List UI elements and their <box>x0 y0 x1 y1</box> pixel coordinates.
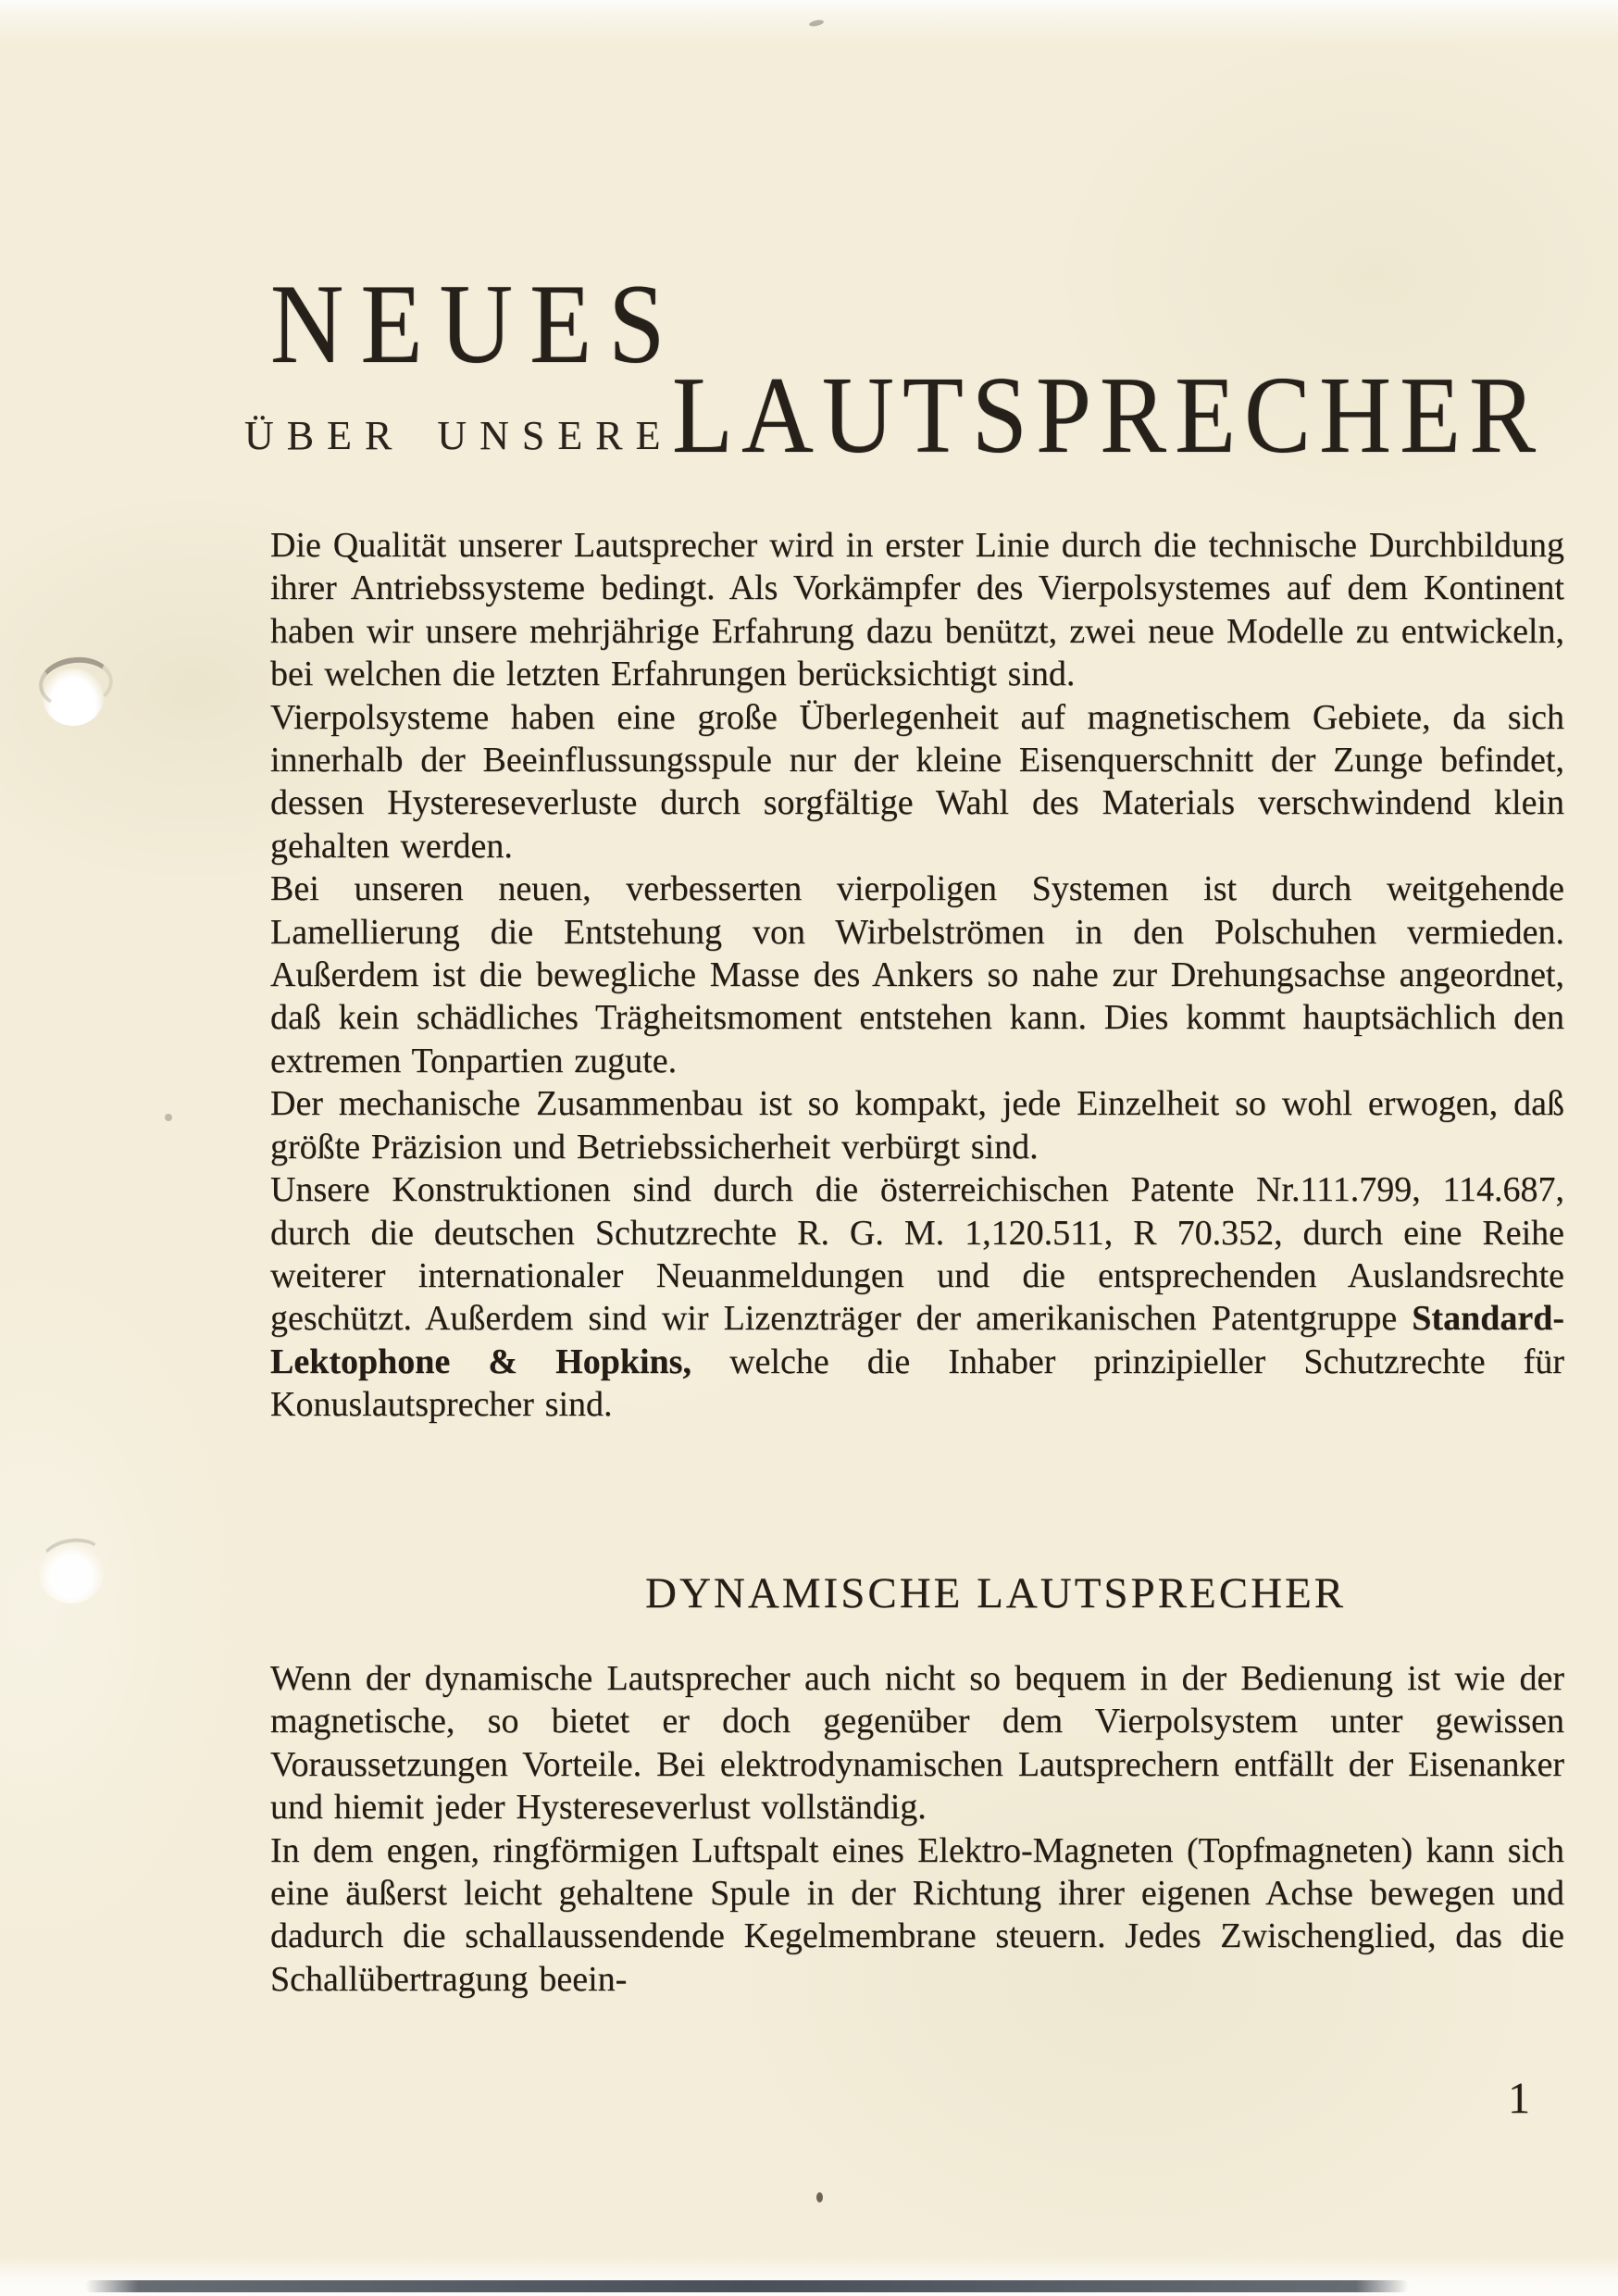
paragraph <box>270 1082 1564 1168</box>
paragraph <box>270 524 1564 696</box>
paragraph-text: Die Qualität unserer Lautsprecher wird in erster Linie durch die technische Durchbildung ihrer Antriebssysteme bedingt. Als Vorkämpfer des Vierpolsystemes auf dem Kontinent haben wir unsere mehrjährige Erfahrung dazu benützt, zwei neue Modelle zu entwickeln, bei welchen die letzten Erfahrungen berücksichtigt sind. <box>270 526 1564 694</box>
paragraph-bold-text: Standard-Lektophone & Hopkins, <box>270 1299 1564 1381</box>
paragraph-text: In dem engen, ringförmigen Luftspalt eines Elektro-Magneten (Topfmagneten) kann sich eine äußerst leicht gehaltene Spule in der Richtung ihrer eigenen Achse bewegen und dadurch die schallaussendende Kegelmembrane steuern. Jedes Zwischenglied, das die Schallübertragung beein- <box>270 1830 1564 1999</box>
dynamic-paragraphs <box>270 1657 1564 2001</box>
paragraph <box>270 1829 1564 2002</box>
scan-speck-bottom <box>816 2192 823 2202</box>
paragraph <box>270 1168 1564 1426</box>
title-line2-small: ÜBER UNSERE <box>244 413 674 458</box>
intro-paragraphs <box>270 524 1564 1427</box>
paragraph-text: Wenn der dynamische Lautsprecher auch nicht so bequem in der Bedienung ist wie der magnetische, so bietet er doch gegenüber dem Vierpolsystem unter gewissen Voraussetzungen Vorteile. Bei elektrodynamischen Lautsprechern entfällt der Eisenanker und hiemit jeder Hystereseverlust vollständig. <box>270 1659 1564 1828</box>
section-heading: DYNAMISCHE LAUTSPRECHER <box>645 1569 1347 1617</box>
title-line2-large: LAUTSPRECHER <box>672 355 1545 477</box>
title-line1: NEUES <box>270 260 682 387</box>
paragraph-text: welche die Inhaber prinzipieller Schutzrechte für Konuslautsprecher sind. <box>270 1341 1564 1425</box>
scan-speck-left <box>165 1114 172 1121</box>
paragraph <box>270 867 1564 1082</box>
page-number: 1 <box>1508 2074 1530 2123</box>
punch-hole-bottom <box>39 1544 104 1603</box>
paragraph-text: Vierpolsysteme haben eine große Überlegenheit auf magnetischem Gebiete, da sich innerhalb der Beeinflussungsspule nur der kleine Eisenquerschnitt der Zunge befindet, dessen Hystereseverluste durch sorgfältige Wahl des Materials verschwindend klein gehalten werden. <box>270 697 1564 866</box>
paragraph <box>270 1657 1564 1829</box>
paragraph-text: Bei unseren neuen, verbesserten vierpoligen Systemen ist durch weitgehende Lamellierung die Entstehung von Wirbelströmen in den Polschuhen vermieden. Außerdem ist die bewegliche Masse des Ankers so nahe zur Drehungsachse angeordnet, daß kein schädliches Trägheitsmoment entstehen kann. Dies kommt hauptsächlich den extremen Tonpartien zugute. <box>270 869 1564 1080</box>
punch-hole-top <box>43 668 104 726</box>
scan-edge-shadow <box>85 2280 1409 2292</box>
paragraph <box>270 696 1564 868</box>
paragraph-text: Der mechanische Zusammenbau ist so kompakt, jede Einzelheit so wohl erwogen, daß größte Präzision und Betriebssicherheit verbürgt sind. <box>270 1084 1564 1167</box>
paragraph-text: Unsere Konstruktionen sind durch die österreichischen Patente Nr.111.799, 114.687, durch die deutschen Schutzrechte R. G. M. 1,120.511, R 70.352, durch eine Reihe weiterer internationaler Neuanmeldungen und die entsprechenden Auslandsrechte geschützt. Außerdem sind wir Lizenzträger der amerikanischen Patentgruppe <box>270 1170 1564 1339</box>
